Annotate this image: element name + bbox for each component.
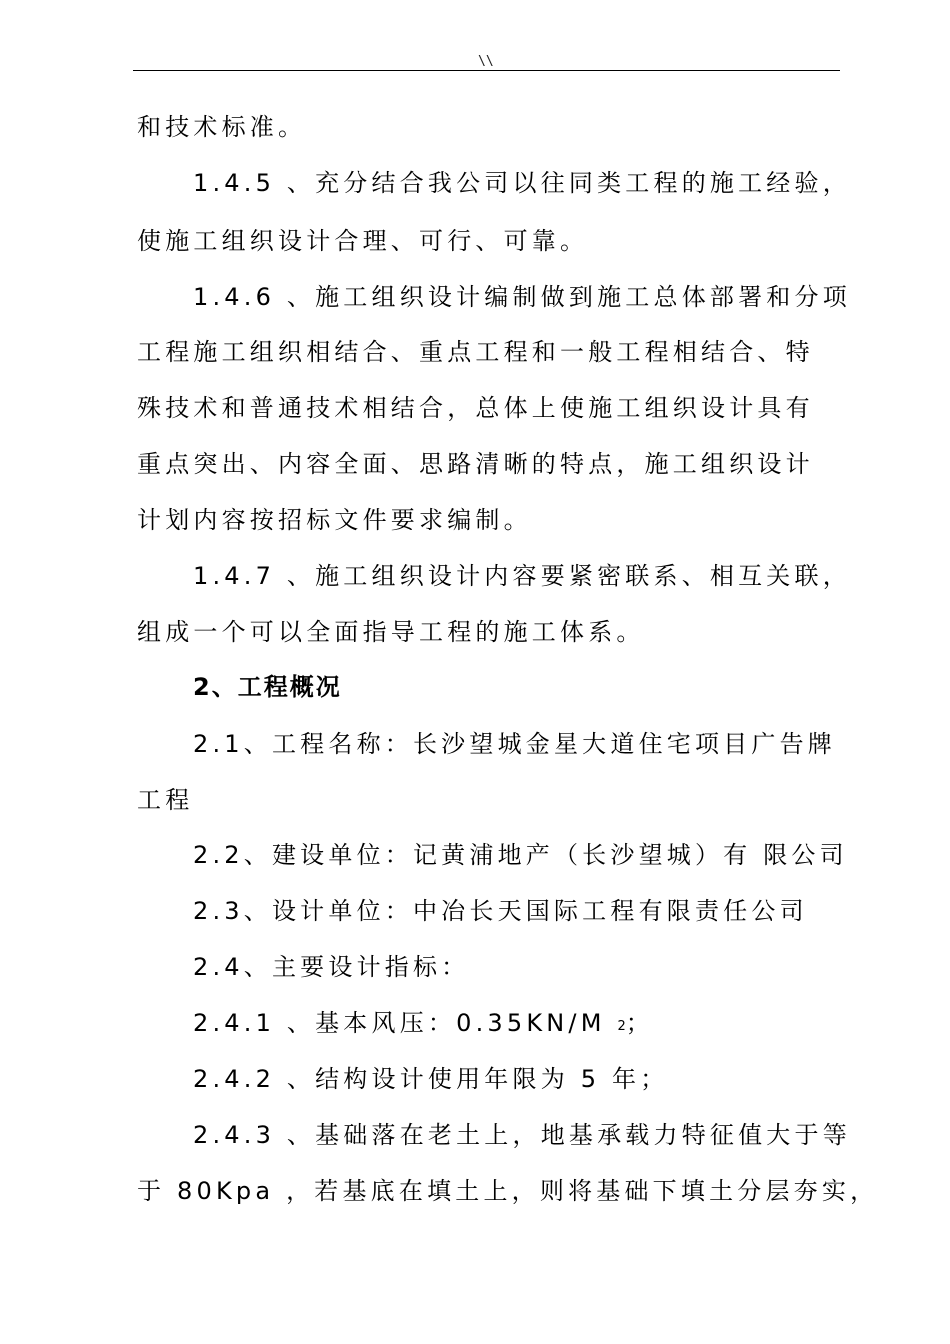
- semicolon: ；: [625, 1009, 654, 1037]
- header-mark: \\: [478, 54, 494, 69]
- paragraph-line: 工程: [137, 786, 194, 814]
- paragraph-line: 2.1、工程名称：长沙望城金星大道住宅项目广告牌: [193, 730, 836, 758]
- paragraph-line: 和技术标准。: [137, 113, 307, 141]
- header-rule: [133, 70, 840, 71]
- wind-pressure-text: 2.4.1 、基本风压：0.35KN/M: [193, 1009, 618, 1037]
- paragraph-line: 2.4、主要设计指标：: [193, 953, 470, 981]
- paragraph-line: 使施工组织设计合理、可行、可靠。: [137, 227, 589, 255]
- paragraph-line: 重点突出、内容全面、思路清晰的特点，施工组织设计: [137, 450, 814, 478]
- paragraph-line: [193, 1008, 893, 1042]
- paragraph-line: 组成一个可以全面指导工程的施工体系。: [137, 618, 645, 646]
- paragraph-line: 2.4.3 、基础落在老土上，地基承载力特征值大于等: [193, 1121, 851, 1149]
- paragraph-line: 1.4.6 、施工组织设计编制做到施工总体部署和分项: [193, 283, 851, 311]
- paragraph-line: 工程施工组织相结合、重点工程和一般工程相结合、特: [137, 338, 814, 366]
- paragraph-line: 于 80Kpa ，若基底在填土上，则将基础下填土分层夯实，: [137, 1177, 879, 1205]
- paragraph-line: 1.4.7 、施工组织设计内容要紧密联系、相互关联，: [193, 562, 851, 590]
- section-heading: 2、工程概况: [193, 673, 342, 701]
- paragraph-line: 2.2、建设单位：记黄浦地产（长沙望城）有 限公司: [193, 841, 848, 869]
- paragraph-line: 2.4.2 、结构设计使用年限为 5 年；: [193, 1065, 669, 1093]
- paragraph-line: 1.4.5 、充分结合我公司以往同类工程的施工经验，: [193, 169, 851, 197]
- paragraph-line: 计划内容按招标文件要求编制。: [137, 506, 532, 534]
- paragraph-line: 2.3、设计单位：中冶长天国际工程有限责任公司: [193, 897, 808, 925]
- superscript-2: 2: [617, 1019, 626, 1034]
- paragraph-line: 殊技术和普通技术相结合，总体上使施工组织设计具有: [137, 394, 814, 422]
